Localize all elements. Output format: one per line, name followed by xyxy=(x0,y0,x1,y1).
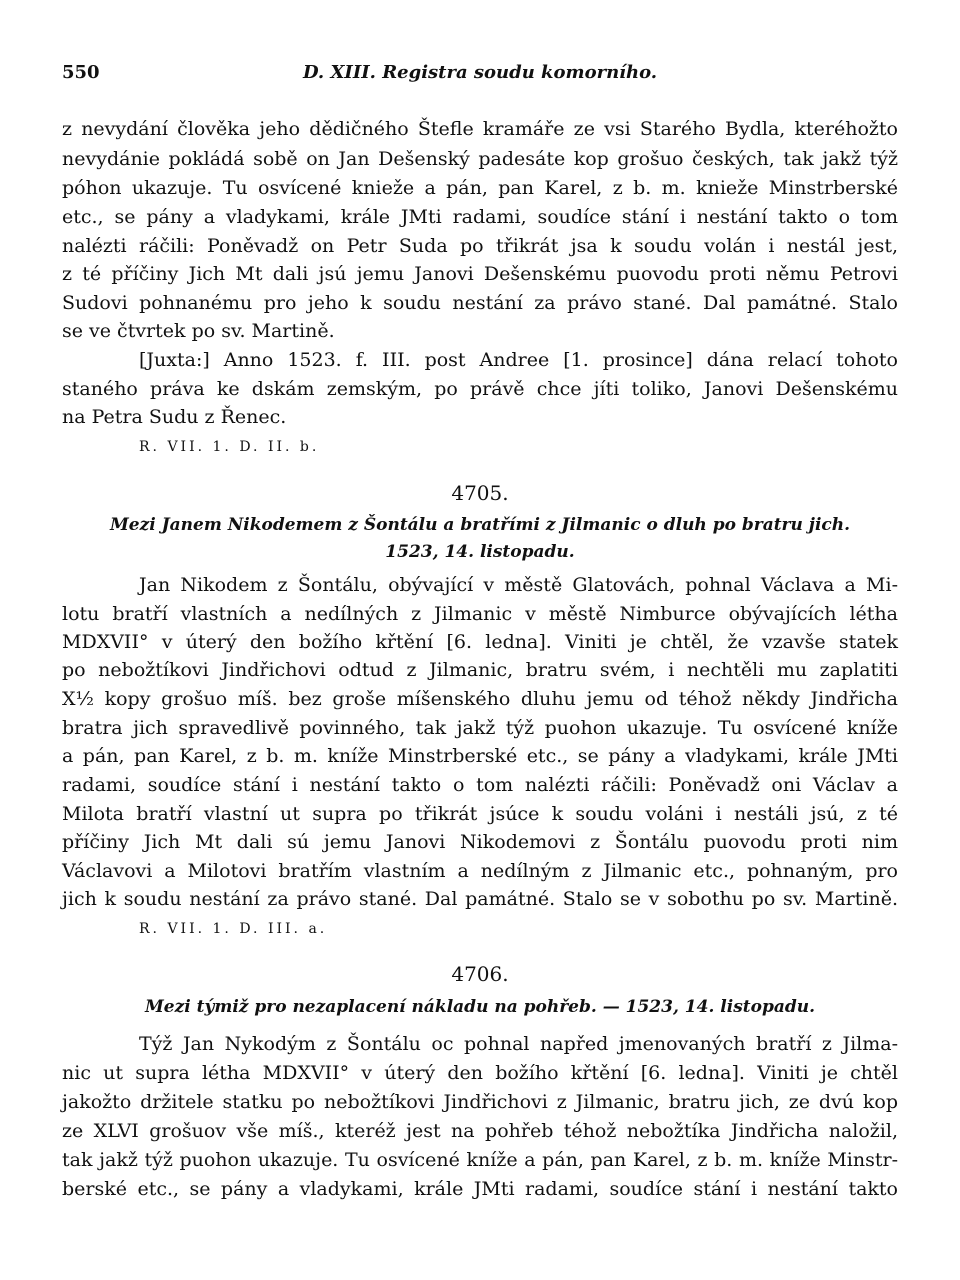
text-line: Týž Jan Nykodým z Šontálu oc pohnal napřed jmenovaných bratří z Jilma- xyxy=(139,1033,898,1055)
text-line: Václavovi a Milotovi bratřím vlastním a nedílným z Jilmanic etc., pohnaným, pro xyxy=(62,860,898,882)
text-line: póhon ukazuje. Tu osvícené knieže a pán, pan Karel, z b. m. knieže Minstrberské xyxy=(62,177,898,199)
text-line: X½ kopy grošuo míš. bez groše míšenského dluhu jemu od téhož někdy Jindřicha xyxy=(62,688,898,710)
text-line: etc., se pány a vladykami, krále JMti radami, soudíce stání i nestání takto o tom xyxy=(62,206,898,228)
text-line: jakožto držitele statku po nebožtíkovi Jindřichovi z Jilmanic, bratru jich, ze dvú kop xyxy=(62,1091,898,1113)
entry-heading: Mezi Janem Nikodemem z Šontálu a bratřími z Jilmanic o dluh po bratru jich. xyxy=(109,515,851,535)
text-line: nic ut supra létha MDXVII° v úterý den božího křtění [6. ledna]. Viniti je chtěl xyxy=(62,1062,898,1084)
entry-number: 4706. xyxy=(451,962,509,986)
text-line: Jan Nikodem z Šontálu, obývající v městě Glatovách, pohnal Václava a Mi- xyxy=(139,574,898,596)
text-line: po nebožtíkovi Jindřichovi odtud z Jilmanic, bratru svém, i nechtěli mu zaplatiti xyxy=(62,659,898,681)
text-line: nevydánie pokládá sobě on Jan Dešenský padesáte kop grošuo českých, tak jakž týž xyxy=(62,148,898,170)
text-line: radami, soudíce stání i nestání takto o tom nalézti ráčili: Poněvadž oni Václav a xyxy=(62,774,898,796)
text-line: z té příčiny Jich Mt dali jsú jemu Janovi Dešenskému puovodu proti němu Petrovi xyxy=(62,263,898,285)
text-line: staného práva ke dskám zemským, po právě chce jíti toliko, Janovi Dešenskému xyxy=(62,378,898,400)
text-line: MDXVII° v úterý den božího křtění [6. ledna]. Viniti je chtěl, že vzavše statek xyxy=(62,631,898,653)
entry-number: 4705. xyxy=(451,481,509,505)
text-line: tak jakž týž puohon ukazuje. Tu osvícené kníže a pán, pan Karel, z b. m. kníže Minstr- xyxy=(62,1149,898,1171)
archive-citation: R. VII. 1. D. II. b. xyxy=(139,439,320,455)
text-line: bratra jich spravedlivě povinného, tak jakž týž puohon ukazuje. Tu osvícené kníže xyxy=(62,717,898,739)
page-number: 550 xyxy=(62,62,100,83)
page-header xyxy=(62,62,898,92)
archive-citation: R. VII. 1. D. III. a. xyxy=(139,921,328,937)
text-line: na Petra Sudu z Řenec. xyxy=(62,406,287,428)
text-line: se ve čtvrtek po sv. Martině. xyxy=(62,320,335,342)
text-line: Milota bratří vlastní ut supra po třikrát jsúce k soudu voláni i nestáli jsú, z té xyxy=(62,803,898,825)
text-line: příčiny Jich Mt dali sú jemu Janovi Nikodemovi z Šontálu puovodu proti nim xyxy=(62,831,898,853)
text-line: lotu bratří vlastních a nedílných z Jilmanic v městě Nimburce obývajících létha xyxy=(62,603,898,625)
text-line: Sudovi pohnanému pro jeho k soudu nestání za právo stané. Dal památné. Stalo xyxy=(62,292,898,314)
text-line: ze XLVI grošuov vše míš., kteréž jest na pohřeb téhož nebožtíka Jindřicha naložil, xyxy=(62,1120,898,1142)
text-line: z nevydání člověka jeho dědičného Štefle kramáře ze vsi Starého Bydla, kteréhožto xyxy=(62,118,898,140)
text-line: jich k soudu nestání za právo stané. Dal památné. Stalo se v sobothu po sv. Martině. xyxy=(62,888,898,910)
running-title: D. XIII. Registra soudu komorního. xyxy=(302,62,658,83)
text-line: berské etc., se pány a vladykami, krále JMti radami, soudíce stání i nestání takto xyxy=(62,1178,898,1200)
text-line: nalézti ráčili: Poněvadž on Petr Suda po třikrát jsa k soudu volán i nestál jest, xyxy=(62,235,898,257)
text-line: a pán, pan Karel, z b. m. kníže Minstrberské etc., se pány a vladykami, krále JMti xyxy=(62,745,898,767)
entry-date: 1523, 14. listopadu. xyxy=(385,542,575,562)
text-line: [Juxta:] Anno 1523. f. III. post Andree [1. prosince] dána relací tohoto xyxy=(139,349,898,371)
entry-heading: Mezi týmiž pro nezaplacení nákladu na pohřeb. — 1523, 14. listopadu. xyxy=(144,997,816,1017)
